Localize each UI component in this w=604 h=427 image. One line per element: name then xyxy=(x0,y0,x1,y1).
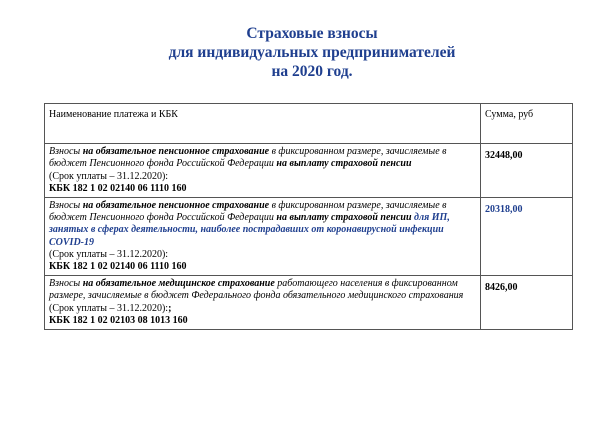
desc-bold: на обязательное пенсионное страхование xyxy=(82,200,270,212)
desc-text xyxy=(49,146,446,169)
fees-table xyxy=(44,103,573,330)
desc-part: работающего населения в фиксированном размере, зачисляемые в бюджет Федерального фонда обязательного медицинского страхования xyxy=(49,278,464,302)
row-amount-cell xyxy=(481,144,573,198)
row-amount-cell xyxy=(481,276,573,330)
title-line-2: для индивидуальных предпринимателей xyxy=(168,44,456,61)
row-amount-cell xyxy=(481,198,573,276)
deadline-main: (Срок уплаты – 31.12.2020): xyxy=(49,302,169,314)
table-row xyxy=(45,198,573,276)
desc-bold: на обязательное медицинское страхование xyxy=(82,278,275,290)
amount-value: 20318,00 xyxy=(485,204,523,216)
title-line-1: Страховые взносы xyxy=(246,25,378,42)
title-line-3: на 2020 год. xyxy=(271,63,353,80)
row-description xyxy=(45,276,481,330)
row-description xyxy=(45,198,481,276)
desc-highlight: для ИП, занятых в сферах деятельности, наиболее пострадавших от коронавирусной инфекции COVID-19 xyxy=(49,212,450,248)
desc-part: Взносы xyxy=(49,278,83,290)
header-name: Наименование платежа и КБК xyxy=(45,104,481,144)
desc-bold: на обязательное пенсионное страхование xyxy=(82,146,270,158)
desc-part: в фиксированном размере, зачисляемые в бюджет Пенсионного фонда Российской Федерации xyxy=(49,146,447,170)
amount-value: 32448,00 xyxy=(485,150,523,162)
desc-bold: на выплату страховой пенсии xyxy=(276,212,415,224)
table-row xyxy=(45,144,573,198)
row-description xyxy=(45,144,481,198)
header-amount: Сумма, руб xyxy=(481,104,573,144)
desc-part: Взносы xyxy=(49,146,83,158)
desc-text xyxy=(49,278,463,301)
desc-text xyxy=(49,200,450,248)
deadline-text: (Срок уплаты – 31.12.2020): xyxy=(49,248,169,260)
kbk-code: КБК 182 1 02 02140 06 1110 160 xyxy=(49,261,187,273)
deadline-text xyxy=(49,303,476,315)
table-row xyxy=(45,276,573,330)
deadline-suffix: ; xyxy=(168,302,172,314)
amount-value: 8426,00 xyxy=(485,282,518,294)
desc-part: Взносы xyxy=(49,200,83,212)
deadline-text: (Срок уплаты – 31.12.2020): xyxy=(49,170,169,182)
document-title xyxy=(0,24,604,81)
desc-part: в фиксированном размере, зачисляемые в бюджет Пенсионного фонда Российской Федерации xyxy=(49,200,447,224)
kbk-code: КБК 182 1 02 02103 08 1013 160 xyxy=(49,314,188,326)
desc-bold: на выплату страховой пенсии xyxy=(276,158,412,170)
table-header-row xyxy=(45,104,573,144)
kbk-code: КБК 182 1 02 02140 06 1110 160 xyxy=(49,182,187,194)
